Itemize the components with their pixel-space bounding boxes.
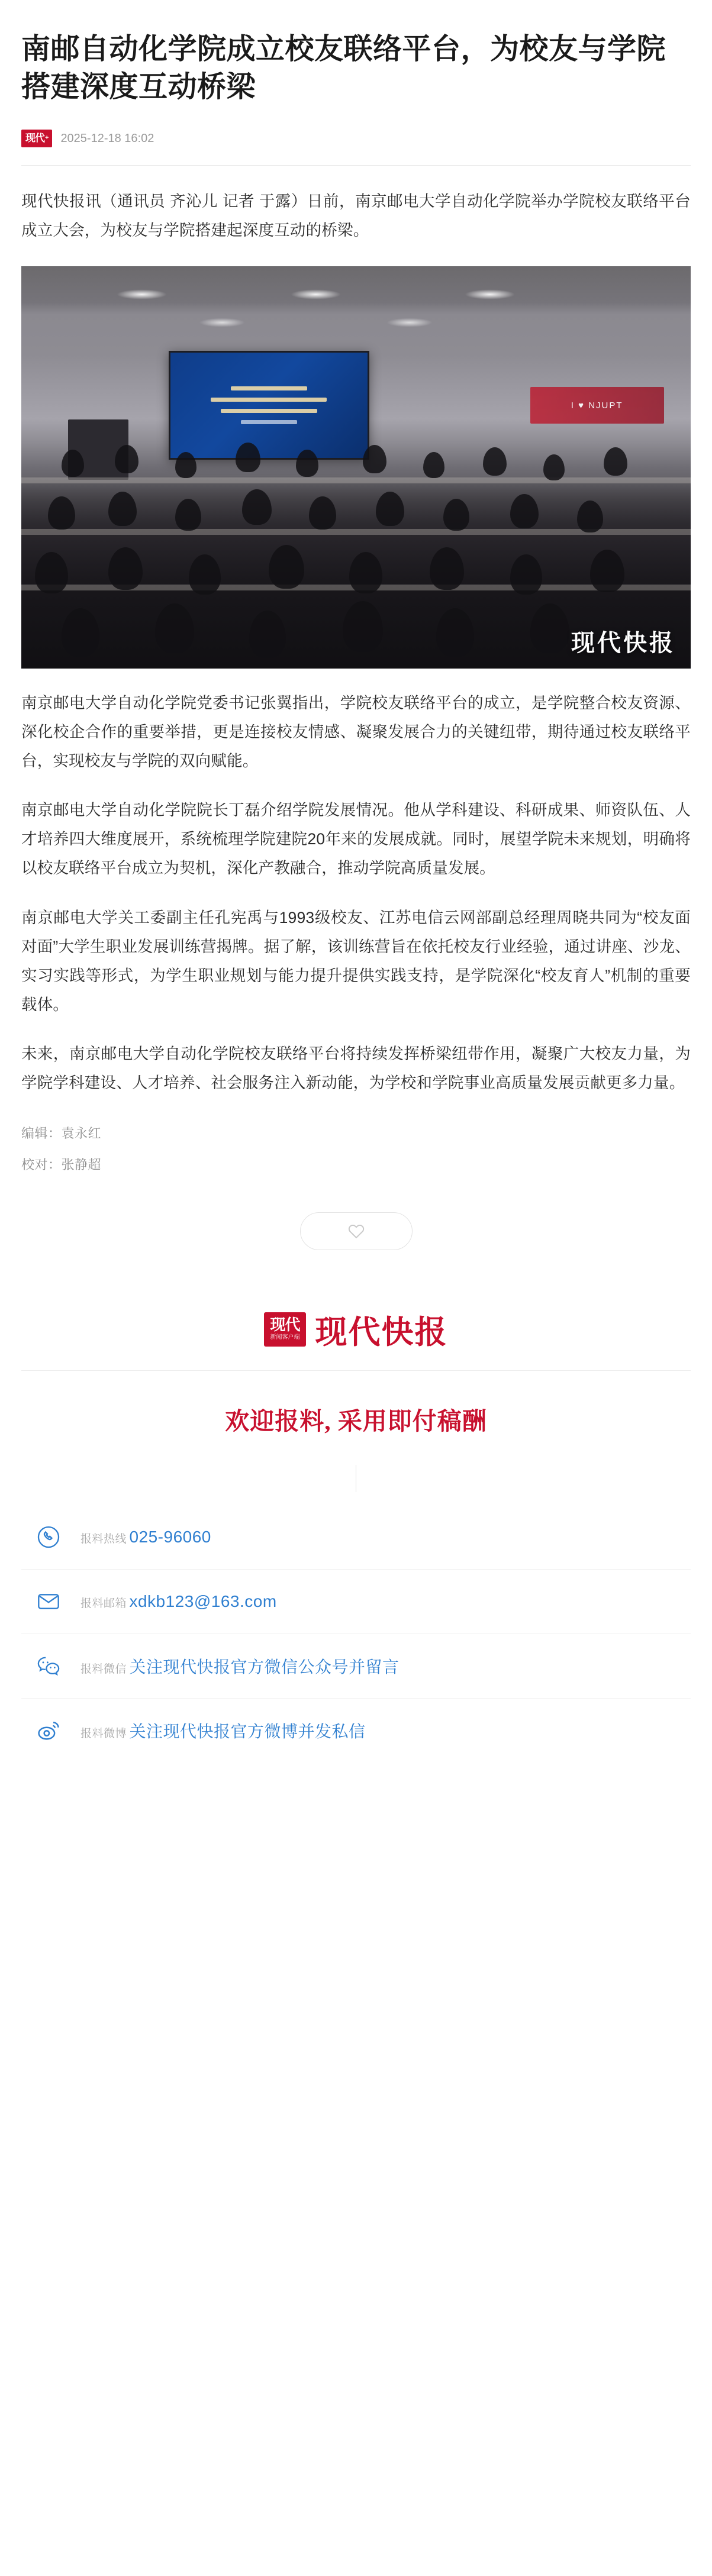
article-figure (21, 266, 691, 669)
phone-icon (32, 1521, 65, 1554)
contact-row-wechat[interactable] (21, 1634, 691, 1698)
photo-watermark: 现代快报 (571, 630, 675, 657)
like-button[interactable] (300, 1212, 413, 1250)
conference-photo (21, 266, 691, 669)
contact-row-phone[interactable] (21, 1505, 691, 1569)
brand-chip-text: 现代 (25, 133, 44, 144)
footer-logo-mark (264, 1312, 305, 1347)
weibo-icon (32, 1714, 65, 1747)
contact-text (80, 1654, 399, 1678)
contact-label: 报料微信 (80, 1663, 127, 1676)
wall-banner: I ♥ NJUPT (530, 387, 664, 423)
contact-text (80, 1592, 277, 1611)
contact-label: 报料热线 (80, 1532, 127, 1545)
contact-label: 报料微博 (80, 1727, 127, 1740)
wechat-icon (32, 1649, 65, 1683)
contact-value[interactable]: xdkb123@163.com (129, 1592, 277, 1610)
contact-label: 报料邮箱 (80, 1597, 127, 1610)
contact-text (80, 1719, 365, 1742)
heart-icon (347, 1223, 365, 1239)
footer-logo-mark-top: 现代 (270, 1316, 300, 1334)
footer-logo (21, 1307, 691, 1352)
footer-headline: 欢迎报料, 采用即付稿酬 (225, 1407, 487, 1435)
page-title: 南邮自动化学院成立校友联络平台，为校友与学院搭建深度互动桥梁 (21, 33, 666, 103)
footer-promo (0, 1307, 712, 1810)
contact-row-weibo[interactable] (21, 1698, 691, 1762)
byline (0, 106, 712, 147)
paragraph: 南京邮电大学关工委副主任孔宪禹与1993级校友、江苏电信云网部副总经理周晓共同为“校友面对面”大学生职业发展训练营揭牌。据了解，该训练营旨在依托校友行业经验，通过讲座、沙龙、实习实践等形式，为学生职业规划与能力提升提供实践支持，是学院深化“校友育人”机制的重要载体。 (21, 908, 691, 1013)
stage-screen-text (186, 366, 352, 446)
paragraph: 南京邮电大学自动化学院党委书记张翼指出，学院校友联络平台的成立，是学院整合校友资源、深化校企合作的重要举措，更是连接校友情感、凝聚发展合力的关键纽带，期待通过校友联络平台，实现校友与学院的双向赋能。 (21, 694, 691, 770)
header-divider (21, 165, 691, 166)
mail-icon (32, 1585, 65, 1618)
brand-chip-plus: + (45, 134, 49, 142)
contact-row-mail[interactable] (21, 1569, 691, 1634)
brand-logo-chip (21, 130, 52, 147)
like-row (0, 1212, 712, 1250)
paragraph: 未来，南京邮电大学自动化学院校友联络平台将持续发挥桥梁纽带作用，凝聚广大校友力量，为学院学科建设、人才培养、社会服务注入新动能，为学校和学院事业高质量发展贡献更多力量。 (21, 1044, 691, 1092)
proofreader-credit: 校对：张静超 (21, 1157, 102, 1172)
contact-value[interactable]: 关注现代快报官方微博并发私信 (129, 1722, 366, 1741)
paragraph: 现代快报讯（通讯员 齐沁儿 记者 于露）日前，南京邮电大学自动化学院举办学院校友联络平台成立大会，为校友与学院搭建起深度互动的桥梁。 (21, 192, 691, 240)
contact-text (80, 1528, 211, 1547)
publish-date: 2025-12-18 16:02 (60, 131, 154, 145)
contact-value[interactable]: 025-96060 (129, 1527, 211, 1546)
paragraph: 南京邮电大学自动化学院院长丁磊介绍学院发展情况。他从学科建设、科研成果、师资队伍、人才培养四大维度展开，系统梳理学院建院20年来的发展成就。同时，展望学院未来规划，明确将以校友联络平台成立为契机，深化产教融合，推动学院高质量发展。 (21, 801, 691, 877)
article-credits (0, 1124, 712, 1173)
editor-credit: 编辑：袁永红 (21, 1125, 102, 1141)
article-body (0, 187, 712, 1097)
footer-divider-top (21, 1370, 691, 1371)
contact-value[interactable]: 关注现代快报官方微信公众号并留言 (129, 1657, 400, 1676)
contact-list (21, 1505, 691, 1762)
footer-logo-wordmark: 现代快报 (315, 1314, 448, 1350)
footer-logo-mark-bottom: 新闻客户端 (270, 1334, 300, 1341)
